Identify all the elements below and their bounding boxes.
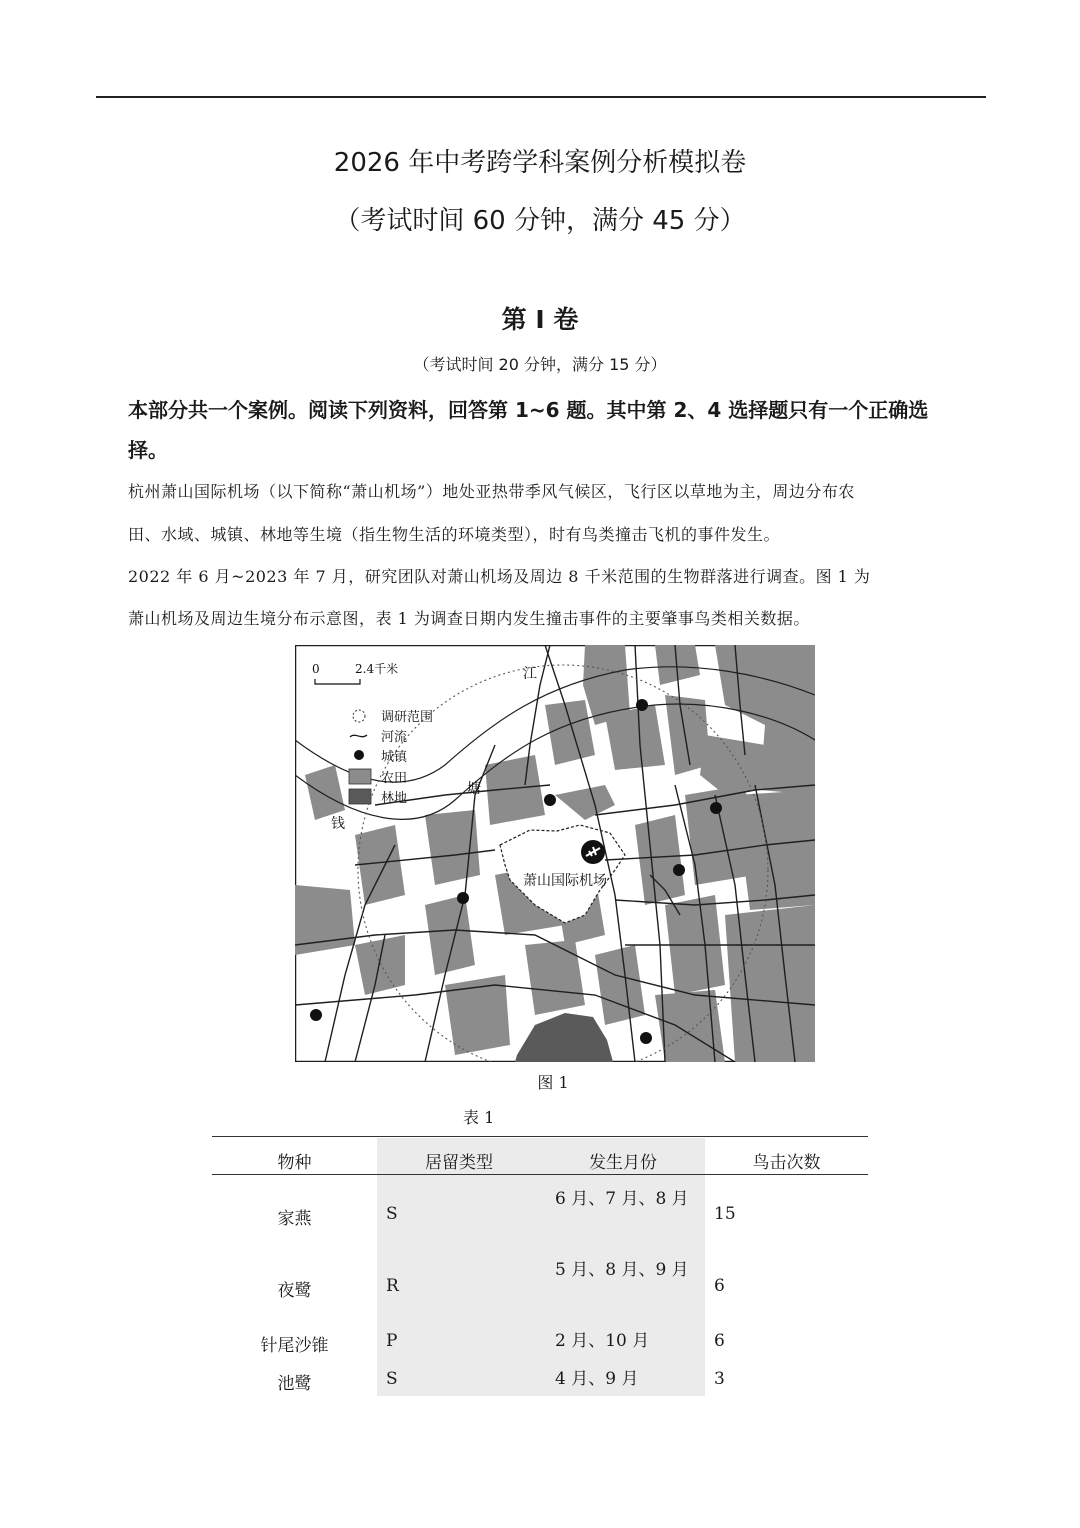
figure-caption: 图 1 — [537, 1073, 569, 1092]
airplane-icon — [581, 840, 605, 864]
exam-subtitle: （考试时间 60 分钟，满分 45 分） — [334, 206, 746, 236]
river-char-qian: 钱 — [331, 816, 345, 832]
river-char-jiang: 江 — [523, 666, 537, 682]
table-cell-count: 3 — [714, 1369, 725, 1389]
legend-farmland-symbol — [349, 769, 371, 784]
passage-line-2: 田、水域、城镇、林地等生境（指生物生活的环境类型），时有鸟类撞击飞机的事件发生。 — [128, 525, 781, 544]
habitat-map — [295, 645, 815, 1062]
section-time: （考试时间 20 分钟，满分 15 分） — [413, 355, 667, 374]
table-header-species: 物种 — [277, 1153, 312, 1173]
legend-farmland: 农田 — [381, 771, 408, 786]
table-cell-months: 5 月、8 月、9 月 — [555, 1260, 689, 1280]
scale-zero: 0 — [312, 662, 320, 676]
instruction-line-1: 本部分共一个案例。阅读下列资料，回答第 1~6 题。其中第 2、4 选择题只有一个正确选 — [128, 398, 929, 422]
table-header-months: 发生月份 — [589, 1153, 657, 1173]
instruction-line-2: 择。 — [128, 438, 168, 462]
table-cell-count: 15 — [714, 1204, 736, 1224]
town-marker — [673, 864, 685, 876]
town-marker — [457, 892, 469, 904]
town-marker — [636, 699, 648, 711]
town-marker — [544, 794, 556, 806]
passage-line-4: 萧山机场及周边生境分布示意图，表 1 为调查日期内发生撞击事件的主要肇事鸟类相关数据。 — [128, 609, 810, 628]
table-cell-months: 2 月、10 月 — [555, 1331, 650, 1351]
table-cell-species: 夜鹭 — [277, 1281, 312, 1301]
table-cell-species: 家燕 — [277, 1209, 312, 1229]
table-cell-type: S — [386, 1204, 398, 1224]
river-char-tang: 塘 — [467, 781, 481, 797]
table-cell-count: 6 — [714, 1331, 725, 1351]
table-cell-months: 4 月、9 月 — [555, 1369, 639, 1389]
table-top-rule — [212, 1136, 868, 1137]
table-cell-type: R — [386, 1276, 399, 1296]
town-marker — [310, 1009, 322, 1021]
table-cell-type: S — [386, 1369, 398, 1389]
table-cell-type: P — [386, 1331, 398, 1351]
table-header-rule — [212, 1174, 868, 1175]
legend-town: 城镇 — [381, 750, 408, 765]
table-caption: 表 1 — [463, 1108, 495, 1127]
airport-label: 萧山国际机场 — [523, 873, 607, 889]
passage-line-3: 2022 年 6 月~2023 年 7 月，研究团队对萧山机场及周边 8 千米范围的生物群落进行调查。图 1 为 — [128, 567, 871, 586]
passage-line-1: 杭州萧山国际机场（以下简称“萧山机场”）地处亚热带季风气候区，飞行区以草地为主，周边分布农 — [128, 482, 855, 501]
legend-town-symbol — [354, 750, 364, 760]
legend-river: 河流 — [381, 730, 408, 745]
table-cell-count: 6 — [714, 1276, 725, 1296]
top-rule — [96, 96, 986, 98]
table-cell-species: 针尾沙锥 — [260, 1336, 329, 1356]
legend-survey: 调研范围 — [381, 710, 434, 725]
section-title: 第 I 卷 — [501, 305, 579, 334]
table-header-count: 鸟击次数 — [752, 1153, 821, 1173]
town-marker — [640, 1032, 652, 1044]
scale-label: 2.4千米 — [355, 662, 399, 676]
table-cell-species: 池鹭 — [277, 1374, 312, 1394]
table-header-residence: 居留类型 — [425, 1153, 493, 1173]
exam-title: 2026 年中考跨学科案例分析模拟卷 — [333, 148, 747, 178]
table-cell-months: 6 月、7 月、8 月 — [555, 1189, 689, 1209]
legend-forest: 林地 — [381, 791, 408, 806]
legend-forest-symbol — [349, 789, 371, 804]
town-marker — [710, 802, 722, 814]
